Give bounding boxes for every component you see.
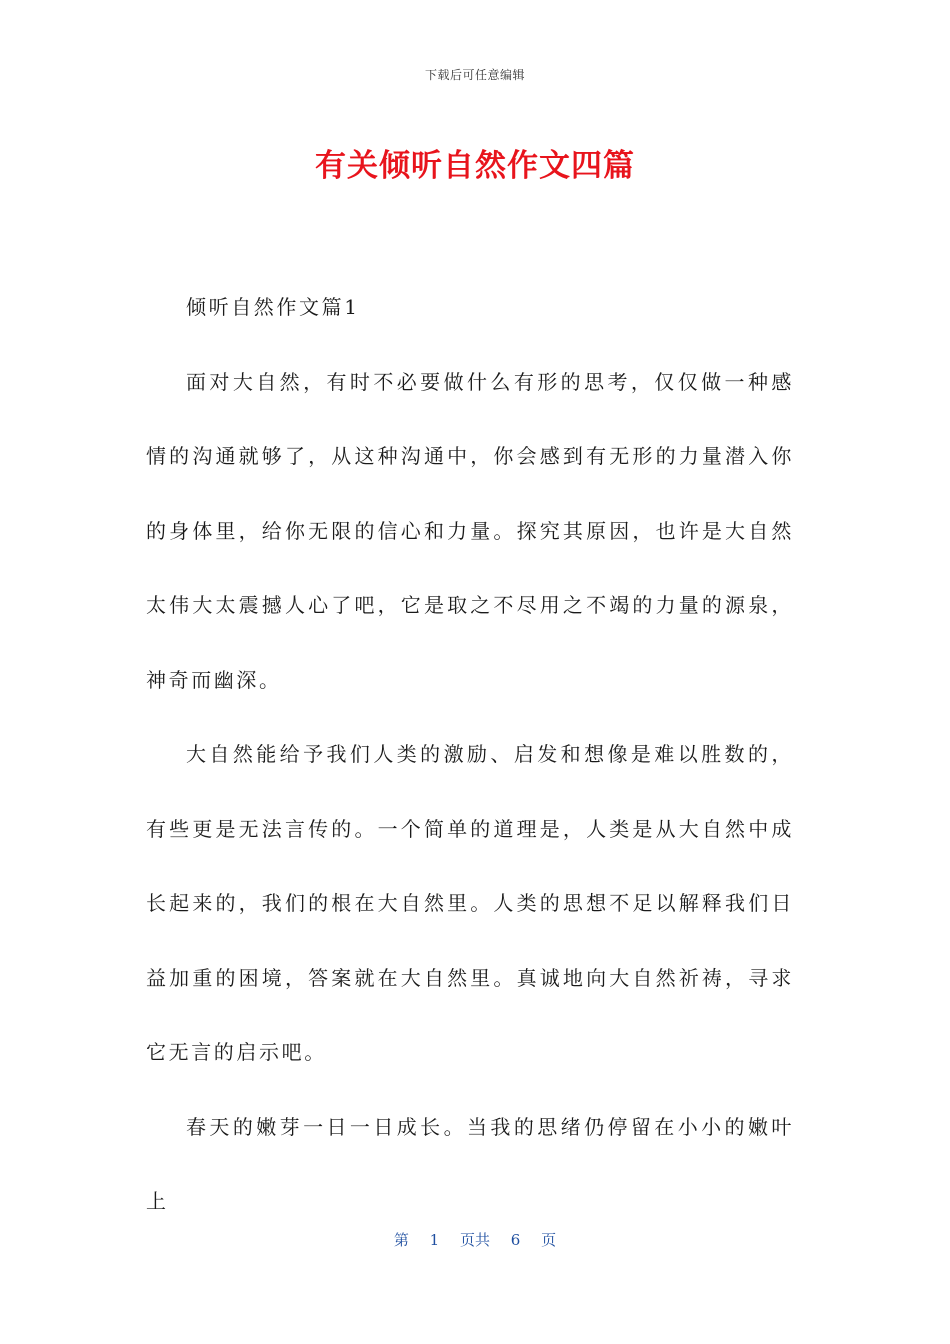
- page-label-mid: 页共: [459, 1231, 490, 1249]
- page-total: 6: [510, 1231, 521, 1249]
- page-current: 1: [429, 1231, 440, 1249]
- page-footer: [0, 1229, 950, 1250]
- paragraph: 春天的嫩芽一日一日成长。当我的思绪仍停留在小小的嫩叶上: [146, 1114, 794, 1213]
- paragraph: 面对大自然，有时不必要做什么有形的思考，仅仅做一种感情的沟通就够了，从这种沟通中，你会感到有无形的力量潜入你的身体里，给你无限的信心和力量。探究其原因，也许是大自然太伟大太震撼人心了吧，它是取之不尽用之不竭的力量的源泉，神奇而幽深。: [146, 369, 794, 692]
- header-note: 下载后可任意编辑: [424, 68, 525, 82]
- paragraph: 大自然能给予我们人类的激励、启发和想像是难以胜数的，有些更是无法言传的。一个简单的道理是，人类是从大自然中成长起来的，我们的根在大自然里。人类的思想不足以解释我们日益加重的困境，答案就在大自然里。真诚地向大自然祈祷，寻求它无言的启示吧。: [146, 742, 794, 1064]
- document-body: [146, 270, 794, 1239]
- page-label-prefix: 第: [393, 1231, 409, 1249]
- page-label-suffix: 页: [541, 1231, 557, 1249]
- document-title: 有关倾听自然作文四篇: [315, 148, 635, 184]
- section-heading: 倾听自然作文篇1: [186, 295, 360, 319]
